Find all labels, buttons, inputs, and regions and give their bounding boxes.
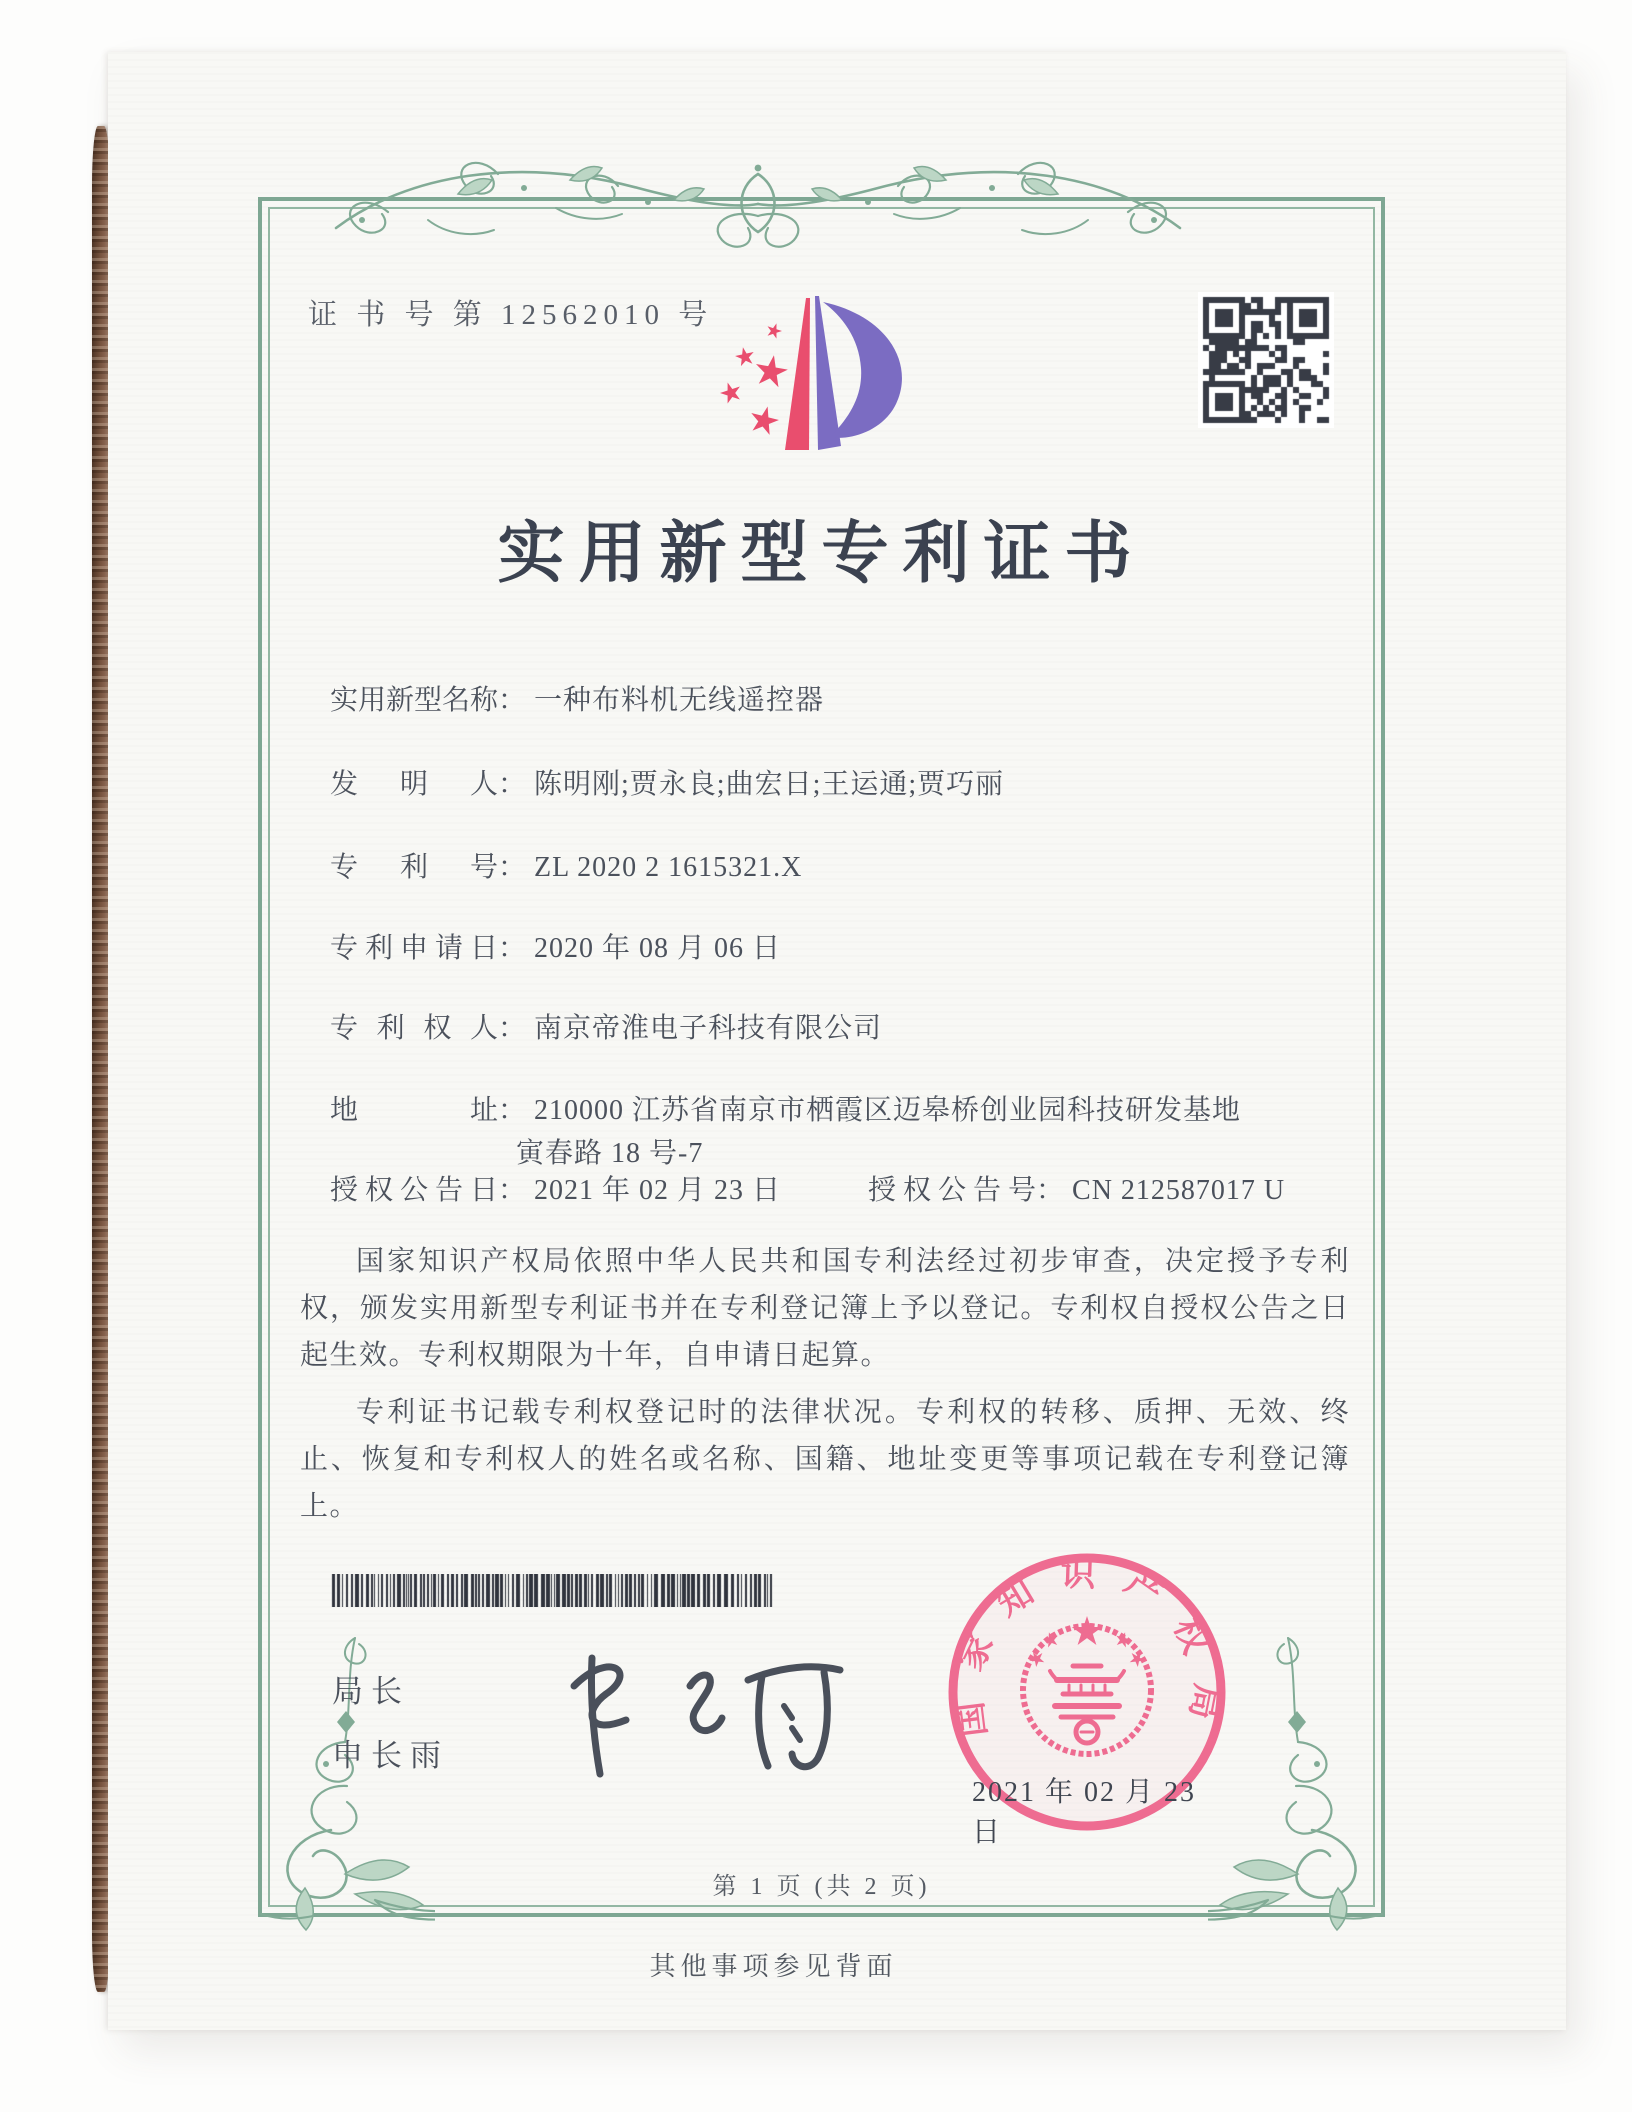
back-side-note: 其他事项参见背面	[649, 1952, 898, 1981]
field-address-line2: 寅春路 18 号-7	[516, 1138, 704, 1169]
field-label: 地址	[330, 1095, 498, 1126]
field-value: 南京帝淮电子科技有限公司	[534, 1013, 883, 1044]
field-value: CN 212587017 U	[1072, 1175, 1286, 1206]
field-label: 专利申请日	[330, 933, 498, 964]
barcode-image	[330, 1574, 775, 1607]
field-value: 2021 年 02 月 23 日	[534, 1175, 782, 1206]
field-label: 授权公告号	[868, 1175, 1036, 1206]
field-colon: ：	[1036, 1175, 1065, 1206]
legal-paragraph-2: 专利证书记载专利权登记时的法律状况。专利权的转移、质押、无效、终止、恢复和专利权人的姓名或名称、国籍、地址变更等事项记载在专利登记簿上。	[300, 1397, 1350, 1522]
legal-paragraph-1: 国家知识产权局依照中华人民共和国专利法经过初步审查，决定授予专利权，颁发实用新型专利证书并在专利登记簿上予以登记。专利权自授权公告之日起生效。专利权期限为十年，自申请日起算。	[300, 1246, 1350, 1371]
field-row-patentee	[330, 1006, 882, 1046]
field-colon: ：	[498, 1095, 527, 1126]
field-label: 发明人	[330, 769, 498, 800]
cnipa-logo-icon	[690, 268, 930, 486]
field-row-utility-model-name	[330, 678, 824, 718]
field-row-grant-date	[330, 1168, 781, 1208]
field-row-inventors	[330, 762, 1004, 802]
grant-announcement-date-stamp: 2021 年 02 月 23 日	[972, 1777, 1197, 1848]
field-colon: ：	[498, 769, 527, 800]
field-label: 专利号	[330, 852, 498, 883]
field-row-address	[330, 1088, 1241, 1128]
legal-body-text	[300, 1238, 1350, 1530]
field-row-grant-number	[868, 1168, 1285, 1208]
certificate-title: 实用新型专利证书	[497, 517, 1146, 591]
officer-name: 申长雨	[332, 1738, 449, 1773]
field-colon: ：	[498, 1175, 527, 1206]
certificate-number: 证 书 号 第 12562010 号	[308, 299, 714, 331]
field-colon: ：	[498, 852, 527, 883]
qr-code	[1198, 292, 1334, 428]
field-value: 一种布料机无线遥控器	[534, 685, 825, 716]
field-label: 授权公告日	[330, 1175, 498, 1206]
field-colon: ：	[498, 1013, 527, 1044]
field-row-filing-date	[330, 926, 781, 966]
officer-title: 局长	[332, 1674, 410, 1709]
field-label: 专利权人	[330, 1013, 498, 1044]
field-value: 210000 江苏省南京市栖霞区迈皋桥创业园科技研发基地	[534, 1095, 1242, 1126]
signature-autograph	[540, 1628, 880, 1803]
field-colon: ：	[498, 933, 527, 964]
field-value: ZL 2020 2 1615321.X	[534, 852, 803, 883]
field-colon: ：	[498, 685, 527, 716]
field-row-patent-number	[330, 845, 802, 885]
field-label: 实用新型名称	[330, 685, 499, 716]
page-number: 第 1 页 (共 2 页)	[712, 1874, 931, 1900]
seal-text: 国家知识产权局	[947, 1554, 1228, 1749]
field-value: 陈明刚;贾永良;曲宏日;王运通;贾巧丽	[534, 769, 1005, 800]
field-value: 2020 年 08 月 06 日	[534, 933, 782, 964]
